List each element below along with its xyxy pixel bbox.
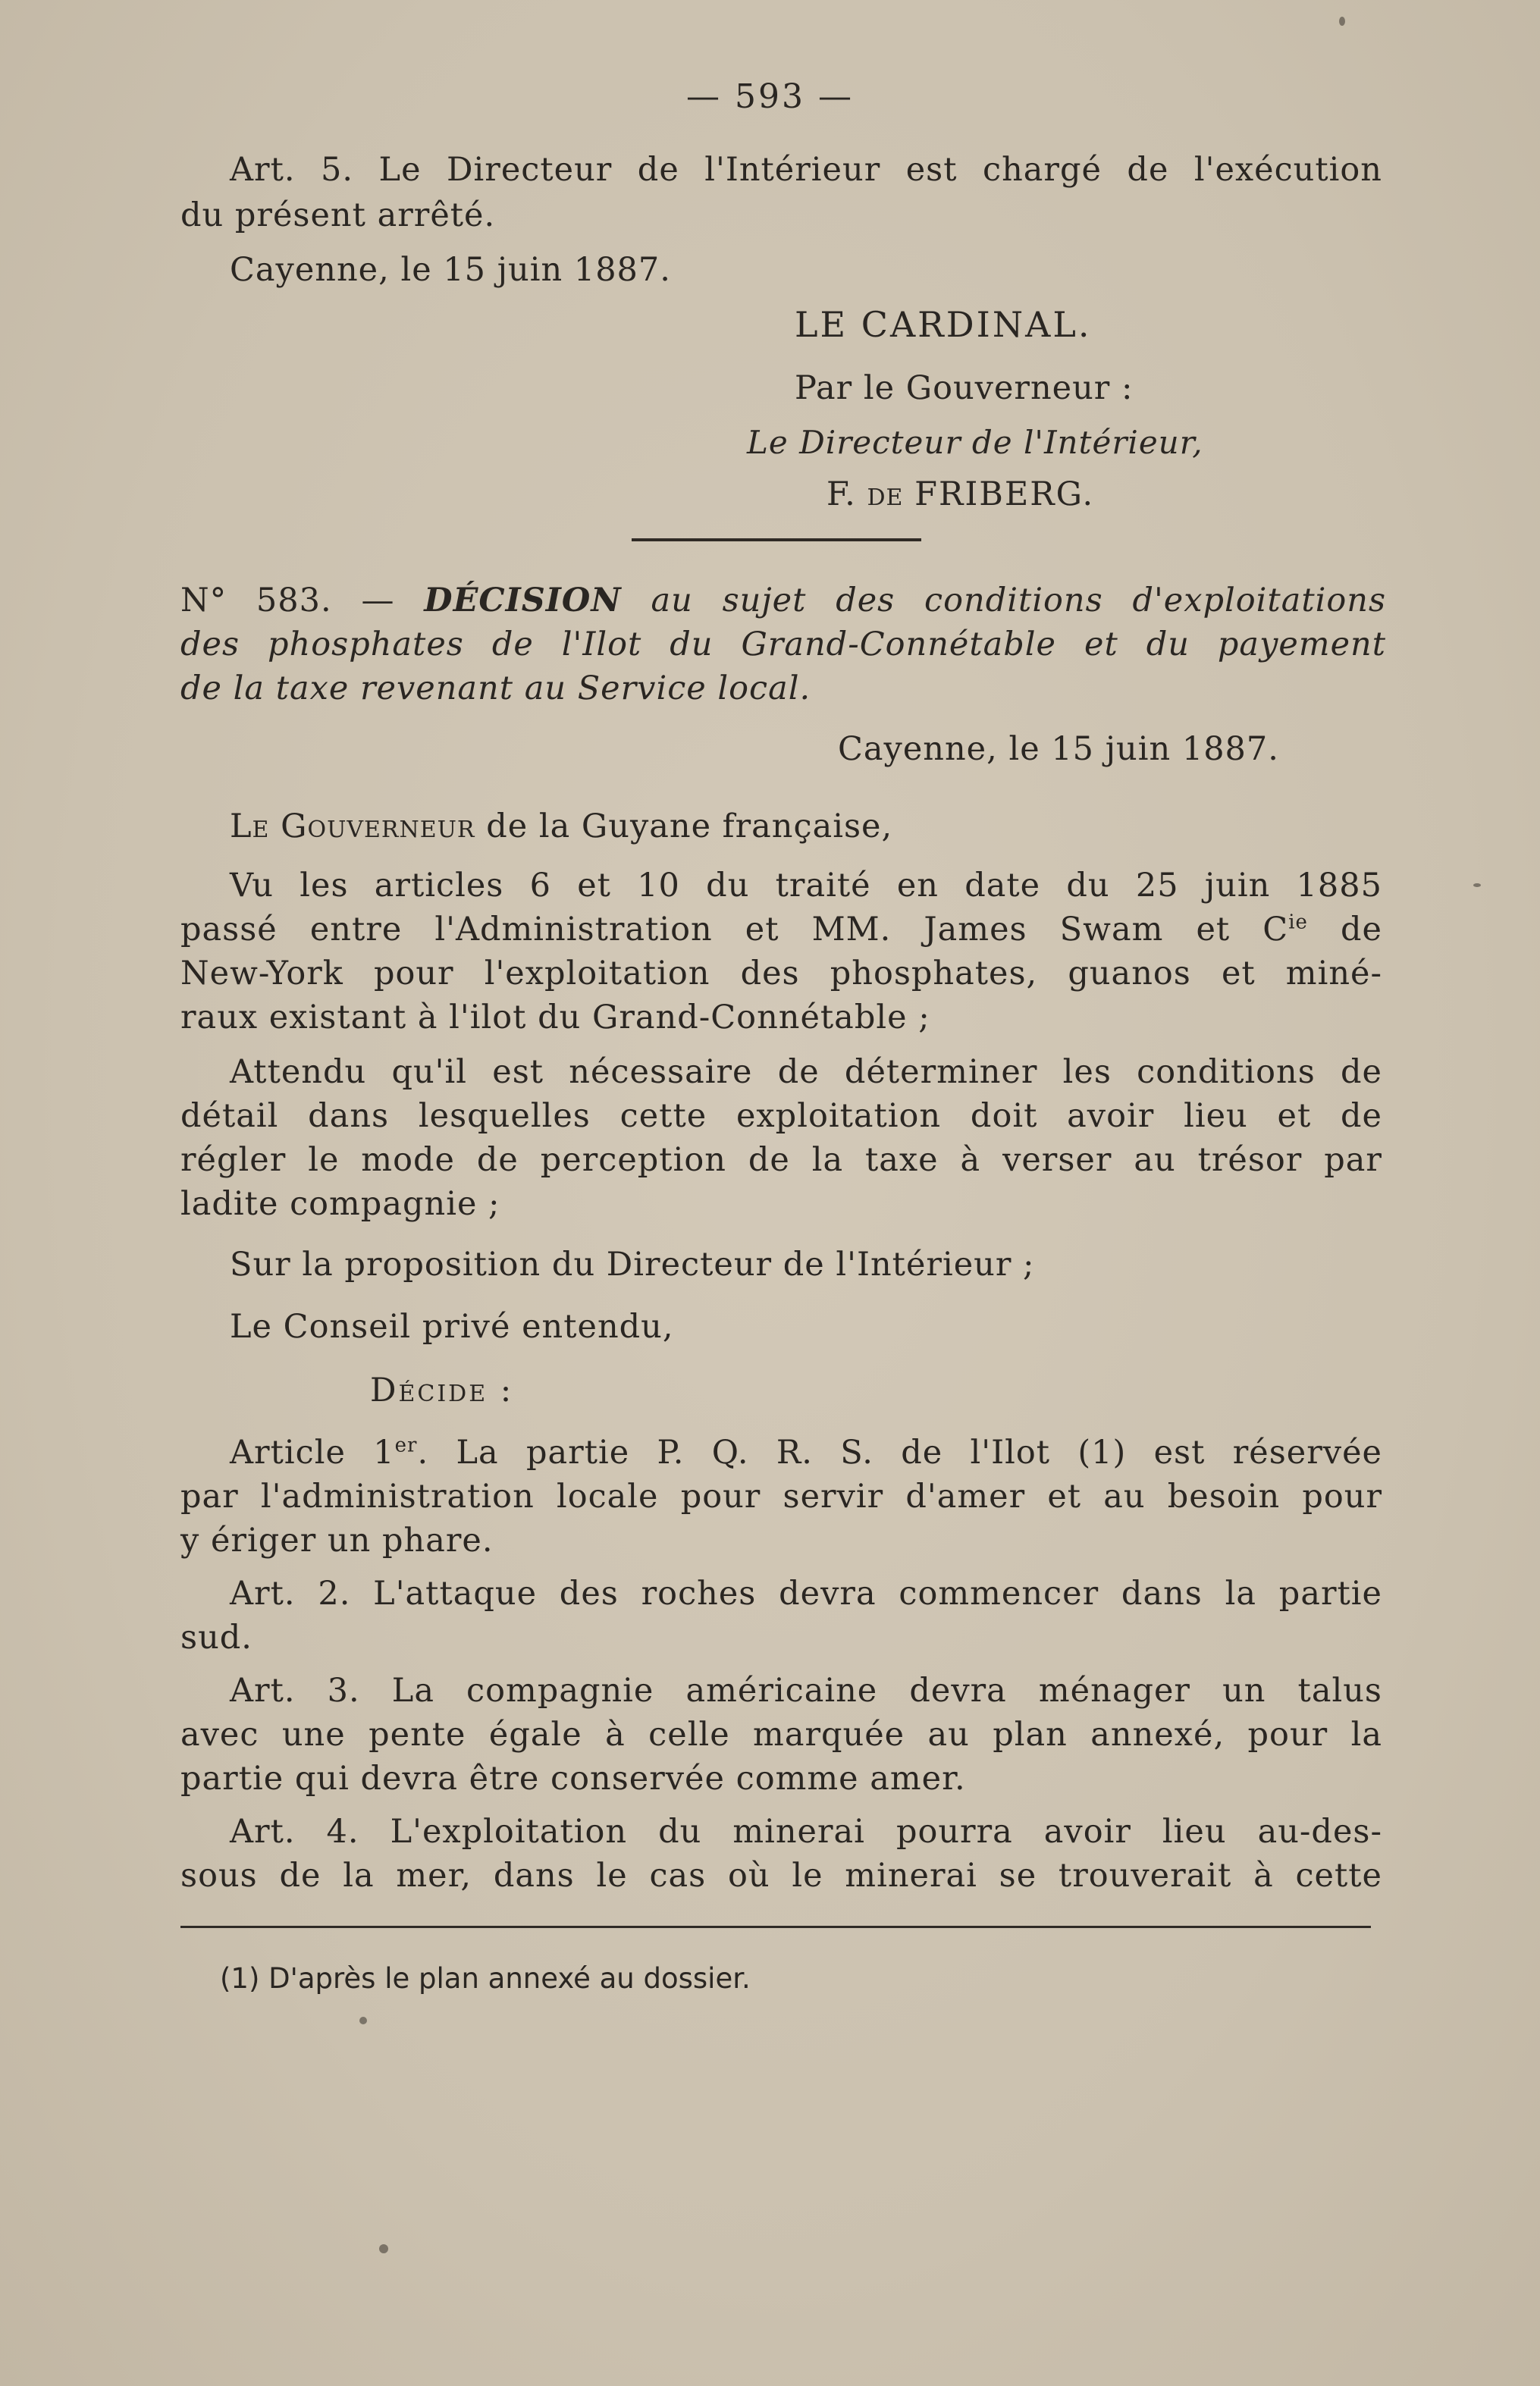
gouverneur-line	[230, 805, 892, 848]
decision-date: Cayenne, le 15 juin 1887.	[838, 730, 1279, 768]
article1-line2: par l'administration locale pour servir d'amer et au besoin pour	[180, 1478, 1382, 1516]
vu-line3: New-York pour l'exploitation des phosphates, guanos et miné-	[180, 955, 1382, 992]
article2-line1: Art. 2. L'attaque des roches devra commencer dans la partie	[230, 1575, 1382, 1613]
article1-text: . La partie P. Q. R. S. de l'Ilot (1) est réservée	[417, 1434, 1382, 1472]
conseil-entendu: Le Conseil privé entendu,	[230, 1308, 674, 1346]
decision-heading-line3: de la taxe revenant au Service local.	[180, 669, 811, 707]
article1-label: Article 1	[230, 1434, 395, 1472]
decision-title-rest: au sujet des conditions d'exploitations	[651, 582, 1387, 619]
par-le-gouverneur: Par le Gouverneur :	[795, 369, 1134, 407]
article1-line3: y ériger un phare.	[180, 1522, 494, 1560]
paper-speck	[379, 2244, 388, 2253]
article3-line1: Art. 3. La compagnie américaine devra ménager un talus	[230, 1672, 1382, 1710]
gouverneur-rest: de la Guyane française,	[486, 807, 893, 845]
footnote-divider	[180, 1926, 1371, 1928]
paper-speck	[1473, 883, 1481, 887]
signer-cardinal: LE CARDINAL.	[795, 304, 1092, 345]
page-number: — 593 —	[686, 77, 854, 116]
sur-proposition: Sur la proposition du Directeur de l'Intérieur ;	[230, 1246, 1035, 1284]
attendu-line1: Attendu qu'il est nécessaire de déterminer les conditions de	[230, 1053, 1382, 1091]
article4-line2: sous de la mer, dans le cas où le minerai se trouverait à cette	[180, 1857, 1382, 1895]
place-date-1887: Cayenne, le 15 juin 1887.	[230, 251, 671, 289]
attendu-line4: ladite compagnie ;	[180, 1185, 500, 1223]
vu-line2-end: de	[1307, 911, 1382, 948]
footnote: (1) D'après le plan annexé au dossier.	[220, 1962, 751, 1995]
art5-line2: du présent arrêté.	[180, 196, 496, 234]
decision-heading-line2: des phosphates de l'Ilot du Grand-Connétable et du payement	[180, 626, 1386, 663]
art5-line1: Art. 5. Le Directeur de l'Intérieur est chargé de l'exécution	[230, 151, 1382, 189]
vu-line2-sup: ie	[1288, 911, 1308, 934]
vu-line4: raux existant à l'ilot du Grand-Connétable ;	[180, 999, 930, 1036]
article2-line2: sud.	[180, 1619, 252, 1657]
attendu-line2: détail dans lesquelles cette exploitation doit avoir lieu et de	[180, 1097, 1382, 1135]
decide-heading: Décide :	[370, 1372, 514, 1409]
article1-sup: er	[394, 1434, 418, 1457]
section-divider	[632, 538, 921, 541]
signer-friberg	[826, 473, 1094, 516]
attendu-line3: régler le mode de perception de la taxe à verser au trésor par	[180, 1141, 1382, 1179]
vu-line1: Vu les articles 6 et 10 du traité en date du 25 juin 1885	[230, 867, 1382, 905]
decision-title-word: DÉCISION	[424, 582, 622, 619]
gouverneur-prefix: Le Gouverneur	[230, 807, 475, 845]
friberg-prefix: F. de	[826, 475, 904, 513]
article3-line3: partie qui devra être conservée comme amer.	[180, 1760, 966, 1798]
decision-heading-line1	[180, 579, 1386, 622]
article4-line1: Art. 4. L'exploitation du minerai pourra avoir lieu au-des-	[230, 1813, 1382, 1851]
vu-line2	[180, 908, 1382, 951]
paper-speck	[359, 2017, 367, 2024]
decision-number: N° 583.	[180, 582, 332, 619]
directeur-interieur: Le Directeur de l'Intérieur,	[747, 424, 1203, 461]
article3-line2: avec une pente égale à celle marquée au plan annexé, pour la	[180, 1716, 1382, 1754]
decision-dash: —	[361, 582, 395, 619]
paper-speck	[1339, 17, 1345, 26]
friberg-name: FRIBERG.	[914, 475, 1095, 513]
vu-line2-text: passé entre l'Administration et MM. James Swam et C	[180, 911, 1289, 948]
article1-line1	[230, 1431, 1382, 1474]
